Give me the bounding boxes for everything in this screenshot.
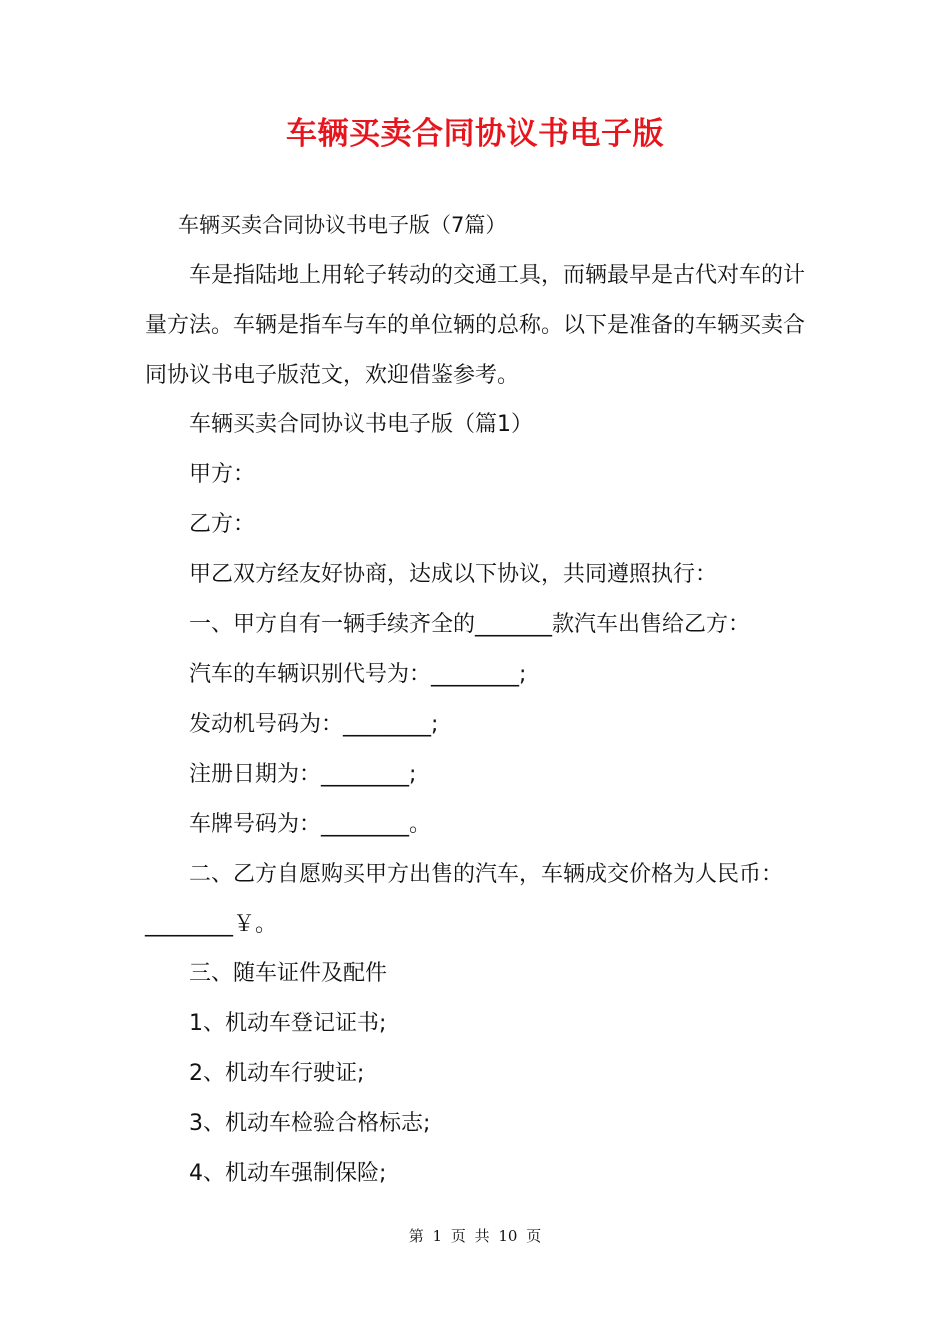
clause-1: 一、甲方自有一辆手续齐全的_______款汽车出售给乙方： [189,612,751,637]
document-subtitle: 车辆买卖合同协议书电子版（7篇） [178,213,507,237]
intro-line-2: 量方法。车辆是指车与车的单位辆的总称。以下是准备的车辆买卖合 [145,313,806,338]
party-b-label: 乙方： [189,512,256,537]
list-item: 3、机动车检验合格标志; [189,1111,431,1136]
document-title: 车辆买卖合同协议书电子版 [286,116,664,152]
intro-line-3: 同协议书电子版范文，欢迎借鉴参考。 [145,363,520,388]
list-item: 1、机动车登记证书; [189,1011,387,1036]
plate-line: 车牌号码为：________。 [189,812,432,837]
clause-3: 三、随车证件及配件 [189,961,388,986]
registration-date-line: 注册日期为：________; [189,762,417,787]
page-number-footer: 第 1 页 共 10 页 [408,1227,542,1245]
party-a-label: 甲方： [189,462,256,487]
clause-2-line-2: ________￥。 [145,912,278,937]
list-item: 4、机动车强制保险; [189,1161,387,1186]
list-item: 2、机动车行驶证; [189,1061,365,1086]
vin-line: 汽车的车辆识别代号为：________; [189,662,527,687]
section-heading: 车辆买卖合同协议书电子版（篇1） [189,412,533,437]
intro-line-1: 车是指陆地上用轮子转动的交通工具，而辆最早是古代对车的计 [189,263,806,288]
engine-line: 发动机号码为：________; [189,712,439,737]
agreement-intro: 甲乙双方经友好协商，达成以下协议，共同遵照执行： [189,562,718,587]
clause-2-line-1: 二、乙方自愿购买甲方出售的汽车，车辆成交价格为人民币： [189,862,784,887]
